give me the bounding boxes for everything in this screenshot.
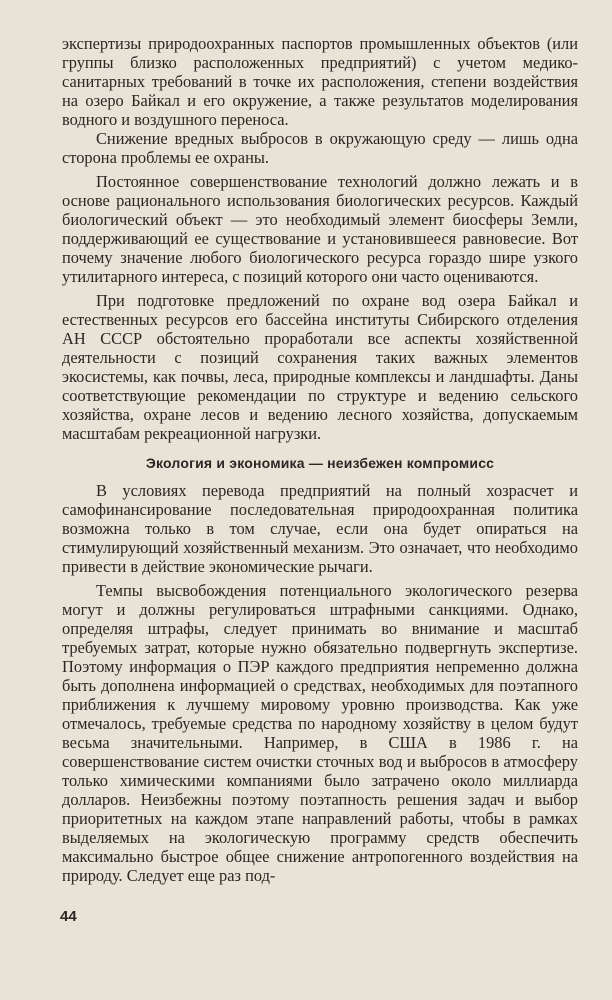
page-number: 44 [60, 908, 77, 925]
paragraph: При подготовке предложений по охране вод озера Байкал и естественных ресурсов его бассейна институты Сибирского отделения АН СССР обстоятельно проработали все аспекты хозяйственной деятельности с позиций сохранения таких важных элементов экосистемы, как почвы, леса, природные комплексы и ландшафты. Даны соответствующие рекомендации по структуре и ведению сельского хозяйства, охране лесов и ведению лесного хозяйства, допускаемым масштабам рекреационной нагрузки. [62, 291, 578, 443]
paragraph: Темпы высвобождения потенциального экологического резерва могут и должны регулироваться штрафными санкциями. Однако, определяя штрафы, следует принимать во внимание и масштаб требуемых затрат, которые нужно обязательно подвергнуть экспертизе. Поэтому информация о ПЭР каждого предприятия непременно должна быть дополнена информацией о средствах, необходимых для поэтапного приближения к лучшему мировому уровню производства. Как уже отмечалось, требуемые средства по народному хозяйству в целом будут весьма значительными. Например, в США в 1986 г. на совершенствование систем очистки сточных вод и выбросов в атмосферу только химическими компаниями было затрачено около миллиарда долларов. Неизбежны поэтому поэтапность решения задач и выбор приоритетных на каждом этапе направлений работы, чтобы в рамках выделяемых на экологическую программу средств обеспечить максимально быстрое общее снижение антропогенного воздействия на природу. Следует еще раз под- [62, 581, 578, 885]
section-heading: Экология и экономика — неизбежен компромисс [145, 455, 495, 471]
paragraph: Снижение вредных выбросов в окружающую среду — лишь одна сторона проблемы ее охраны. [62, 129, 578, 167]
page-text [62, 34, 578, 885]
paragraph-continuation: экспертизы природоохранных паспортов промышленных объектов (или группы близко расположенных предприятий) с учетом медико-санитарных требований в точке их расположения, степени воздействия на озеро Байкал и его окружение, а также результатов моделирования водного и воздушного переноса. [62, 34, 578, 129]
paragraph: Постоянное совершенствование технологий должно лежать и в основе рационального использования биологических ресурсов. Каждый биологический объект — это необходимый элемент биосферы Земли, поддерживающий ее существование и установившееся равновесие. Вот почему значение любого биологического ресурса гораздо шире узкого утилитарного интереса, с позиций которого они часто оцениваются. [62, 172, 578, 286]
paragraph: В условиях перевода предприятий на полный хозрасчет и самофинансирование последовательная природоохранная политика возможна только в том случае, если она будет опираться на стимулирующий хозяйственный механизм. Это означает, что необходимо привести в действие экономические рычаги. [62, 481, 578, 576]
